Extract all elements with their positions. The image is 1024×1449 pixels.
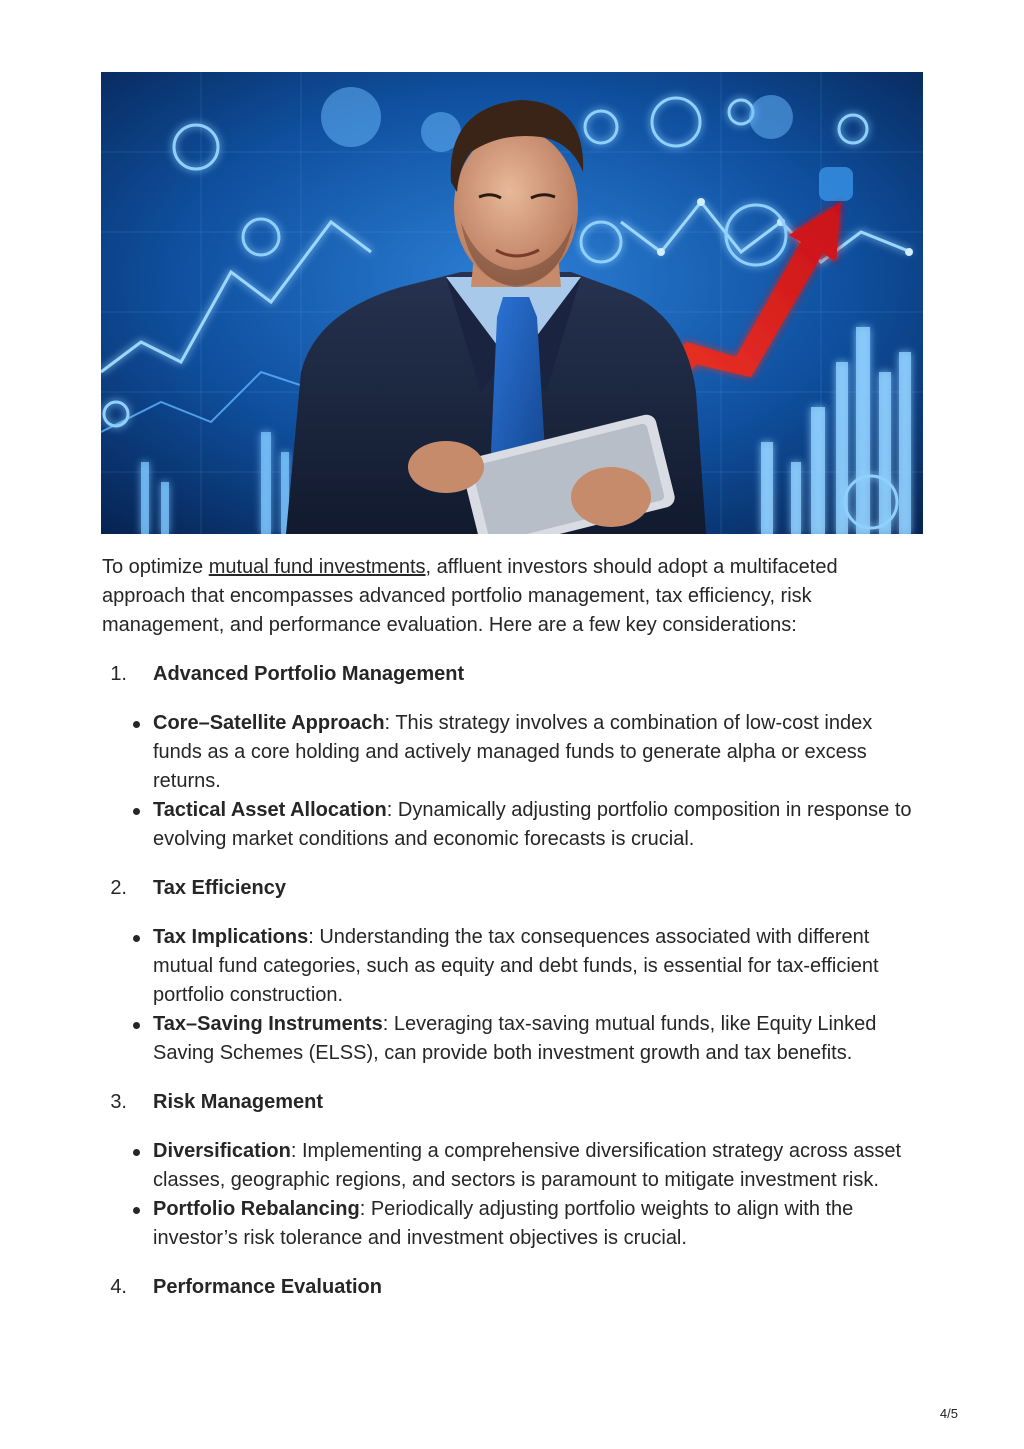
item-text: Periodically adjusting portfolio weights to align with the investor’s risk tolerance and investment objectives is crucial. xyxy=(153,1198,854,1249)
item-separator: : xyxy=(359,1198,371,1220)
section-heading-3 xyxy=(102,1088,924,1117)
intro-text-start: To optimize xyxy=(102,556,209,578)
section-number: 3. xyxy=(110,1091,127,1113)
item-term: Tax Implications xyxy=(153,926,309,948)
list-item xyxy=(102,1195,924,1253)
item-text: Leveraging tax-saving mutual funds, like Equity Linked Saving Schemes (ELSS), can provide both investment growth and tax benefits. xyxy=(153,1013,877,1064)
section-number: 2. xyxy=(110,877,127,899)
item-term: Diversification xyxy=(153,1140,291,1162)
section-2-list xyxy=(102,923,924,1068)
item-separator: : xyxy=(290,1140,302,1162)
item-text: Understanding the tax consequences associated with different mutual fund categories, such as equity and debt funds, is essential for tax-efficient portfolio construction. xyxy=(153,926,879,1006)
intro-text-end: , affluent investors should adopt a multifaceted approach that encompasses advanced portfolio management, tax efficiency, risk management, and performance evaluation. Here are a few key considerations: xyxy=(102,556,838,636)
list-item xyxy=(102,709,924,796)
section-title: Risk Management xyxy=(153,1091,324,1113)
item-separator: : xyxy=(382,1013,394,1035)
bullet-icon xyxy=(133,1207,140,1214)
list-item xyxy=(102,1010,924,1068)
item-separator: : xyxy=(308,926,320,948)
section-heading-2 xyxy=(102,874,924,903)
bullet-icon xyxy=(133,935,140,942)
article-content xyxy=(102,553,924,1322)
list-item xyxy=(102,1137,924,1195)
list-item xyxy=(102,796,924,854)
page-number: 4/5 xyxy=(939,1406,958,1421)
section-3-list xyxy=(102,1137,924,1253)
intro-paragraph xyxy=(102,553,924,640)
list-item xyxy=(102,923,924,1010)
item-separator: : xyxy=(386,799,398,821)
item-text: This strategy involves a combination of low-cost index funds as a core holding and actively managed funds to generate alpha or excess returns. xyxy=(153,712,873,792)
bullet-icon xyxy=(133,808,140,815)
item-term: Tax–Saving Instruments xyxy=(153,1013,383,1035)
section-1-list xyxy=(102,709,924,854)
bullet-icon xyxy=(133,721,140,728)
section-number: 1. xyxy=(110,663,127,685)
mutual-fund-investments-link[interactable]: mutual fund investments xyxy=(208,556,426,578)
item-term: Core–Satellite Approach xyxy=(153,712,385,734)
section-title: Tax Efficiency xyxy=(153,877,287,899)
item-text: Implementing a comprehensive diversification strategy across asset classes, geographic regions, and sectors is paramount to mitigate investment risk. xyxy=(153,1140,902,1191)
section-title: Performance Evaluation xyxy=(153,1276,382,1298)
section-heading-4 xyxy=(102,1273,924,1302)
section-title: Advanced Portfolio Management xyxy=(153,663,465,685)
bullet-icon xyxy=(133,1149,140,1156)
item-term: Portfolio Rebalancing xyxy=(153,1198,360,1220)
hero-image xyxy=(101,72,923,534)
item-text: Dynamically adjusting portfolio composition in response to evolving market conditions and economic forecasts is crucial. xyxy=(153,799,912,850)
bullet-icon xyxy=(133,1022,140,1029)
item-separator: : xyxy=(384,712,396,734)
section-heading-1 xyxy=(102,660,924,689)
item-term: Tactical Asset Allocation xyxy=(153,799,387,821)
section-number: 4. xyxy=(110,1276,127,1298)
businessman-growth-illustration xyxy=(101,72,923,534)
